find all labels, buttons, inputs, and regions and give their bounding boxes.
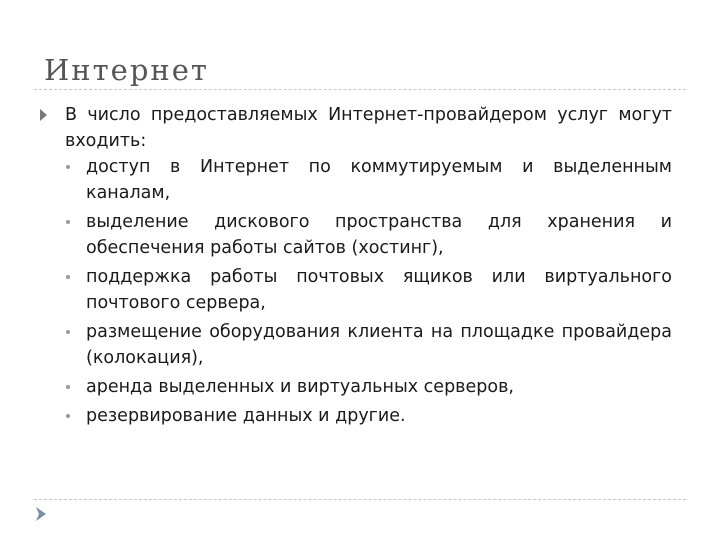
list-item xyxy=(40,319,672,371)
list-item-text: выделение дискового пространства для хранения и обеспечения работы сайтов (хостинг), xyxy=(86,212,672,258)
footer-divider xyxy=(34,499,686,500)
list-item-text: доступ в Интернет по коммутируемым и выделенным каналам, xyxy=(86,157,672,203)
intro-paragraph xyxy=(40,102,672,154)
list-item-text: поддержка работы почтовых ящиков или виртуального почтового сервера, xyxy=(86,267,672,313)
list-item-text: размещение оборудования клиента на площадке провайдера (колокация), xyxy=(86,322,672,368)
services-list xyxy=(40,154,672,429)
list-item xyxy=(40,264,672,316)
list-item xyxy=(40,374,672,400)
triangle-right-icon xyxy=(40,109,47,121)
intro-text: В число предоставляемых Интернет-провайдером услуг могут входить: xyxy=(65,105,672,151)
title-divider xyxy=(34,89,686,90)
dot-icon xyxy=(66,414,70,418)
list-item-text: резервирование данных и другие. xyxy=(86,406,406,426)
dot-icon xyxy=(66,385,70,389)
dot-icon xyxy=(66,220,70,224)
chevron-right-icon[interactable] xyxy=(34,506,48,522)
list-item xyxy=(40,403,672,429)
slide-content xyxy=(40,102,672,432)
list-item xyxy=(40,209,672,261)
slide-title: Интернет xyxy=(44,53,209,87)
dot-icon xyxy=(66,165,70,169)
list-item-text: аренда выделенных и виртуальных серверов, xyxy=(86,377,514,397)
list-item xyxy=(40,154,672,206)
dot-icon xyxy=(66,275,70,279)
dot-icon xyxy=(66,330,70,334)
